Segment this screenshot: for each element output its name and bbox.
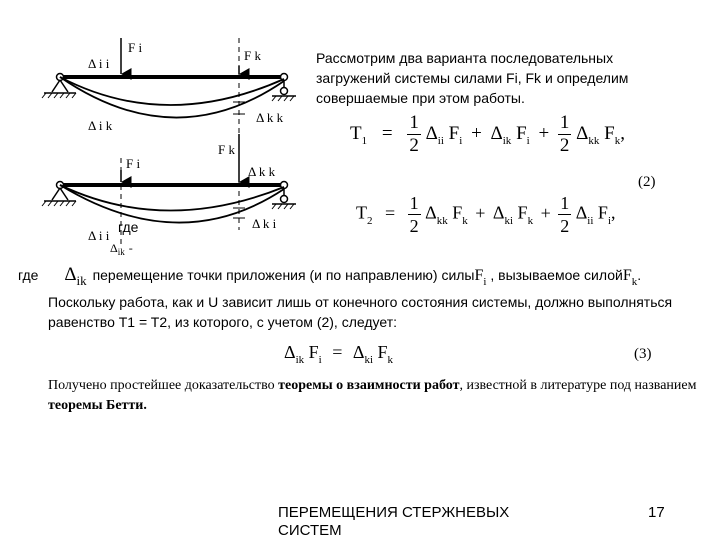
paragraph-betti-theorem: Получено простейшее доказательство теоремы о взаимности работ, известной в литературе под названием теоремы Бетти. <box>48 378 697 413</box>
theorem-reciprocity-name: теоремы о взаимности работ <box>278 378 460 393</box>
footer-title: ПЕРЕМЕЩЕНИЯ СТЕРЖНЕВЫХ СИСТЕМ <box>278 504 510 539</box>
page-number: 17 <box>648 504 665 521</box>
intro-text: Рассмотрим два варианта последовательных загружений системы силами Fi, Fk и определим совершаемые при этом работы. <box>316 50 629 106</box>
bottom-deflection-curve-2 <box>60 185 284 223</box>
betti-theorem-name: теоремы Бетти. <box>48 398 147 413</box>
top-delta-kk-label: Δ k k <box>256 110 284 125</box>
overlay-where: где <box>118 219 139 235</box>
equation-betti: $\Delta_{ik}$ $F_i = \Delta_{ki}$ $F_k$ <box>284 342 394 366</box>
equation-number-3: (3) <box>634 346 652 362</box>
equation-number-2: (2) <box>638 174 656 190</box>
bottom-force-i-label: F i <box>126 156 141 171</box>
where-line: где Δik перемещение точки приложения (и по направлению) силыF$_i$ , вызываемое силойF$_k$. <box>18 264 642 288</box>
top-delta-ii-label: Δ i i <box>88 56 110 71</box>
top-delta-ik-label: Δ i k <box>88 118 113 133</box>
equation-t1: $T_1$ = $\frac{1}{2}$ $\Delta_{ii}$ $F_i + \Delta_{ik}$ $F_i$ + $\frac{1}{2}$ $\Delta_{kk}$ $F_k$, <box>350 112 625 156</box>
bottom-delta-ii-label: Δ i i <box>88 228 110 243</box>
top-beam-scheme <box>42 38 296 230</box>
top-force-k-label: F k <box>244 48 261 63</box>
overlay-delta: $\Delta_{ik}$ - <box>110 241 133 257</box>
beam-diagram <box>30 30 320 270</box>
bottom-force-k-label: F k <box>218 142 235 157</box>
bottom-delta-ki-label: Δ k i <box>252 216 277 231</box>
equation-t2: $T_2$ = $\frac{1}{2}$ $\Delta_{kk}$ $F_k + \Delta_{ki}$ $F_k$ + $\frac{1}{2}$ $\Delta_{ii}$ $F_i$, <box>356 193 616 236</box>
bottom-delta-kk-label: Δ k k <box>248 164 276 179</box>
top-deflection-curve-2 <box>60 77 284 118</box>
top-force-i-label: F i <box>128 40 143 55</box>
paragraph-equality: Поскольку работа, как и U зависит лишь от конечного состояния системы, должно выполняться равенство T1 = T2, из которого, с учетом (2), следует: <box>48 294 673 330</box>
